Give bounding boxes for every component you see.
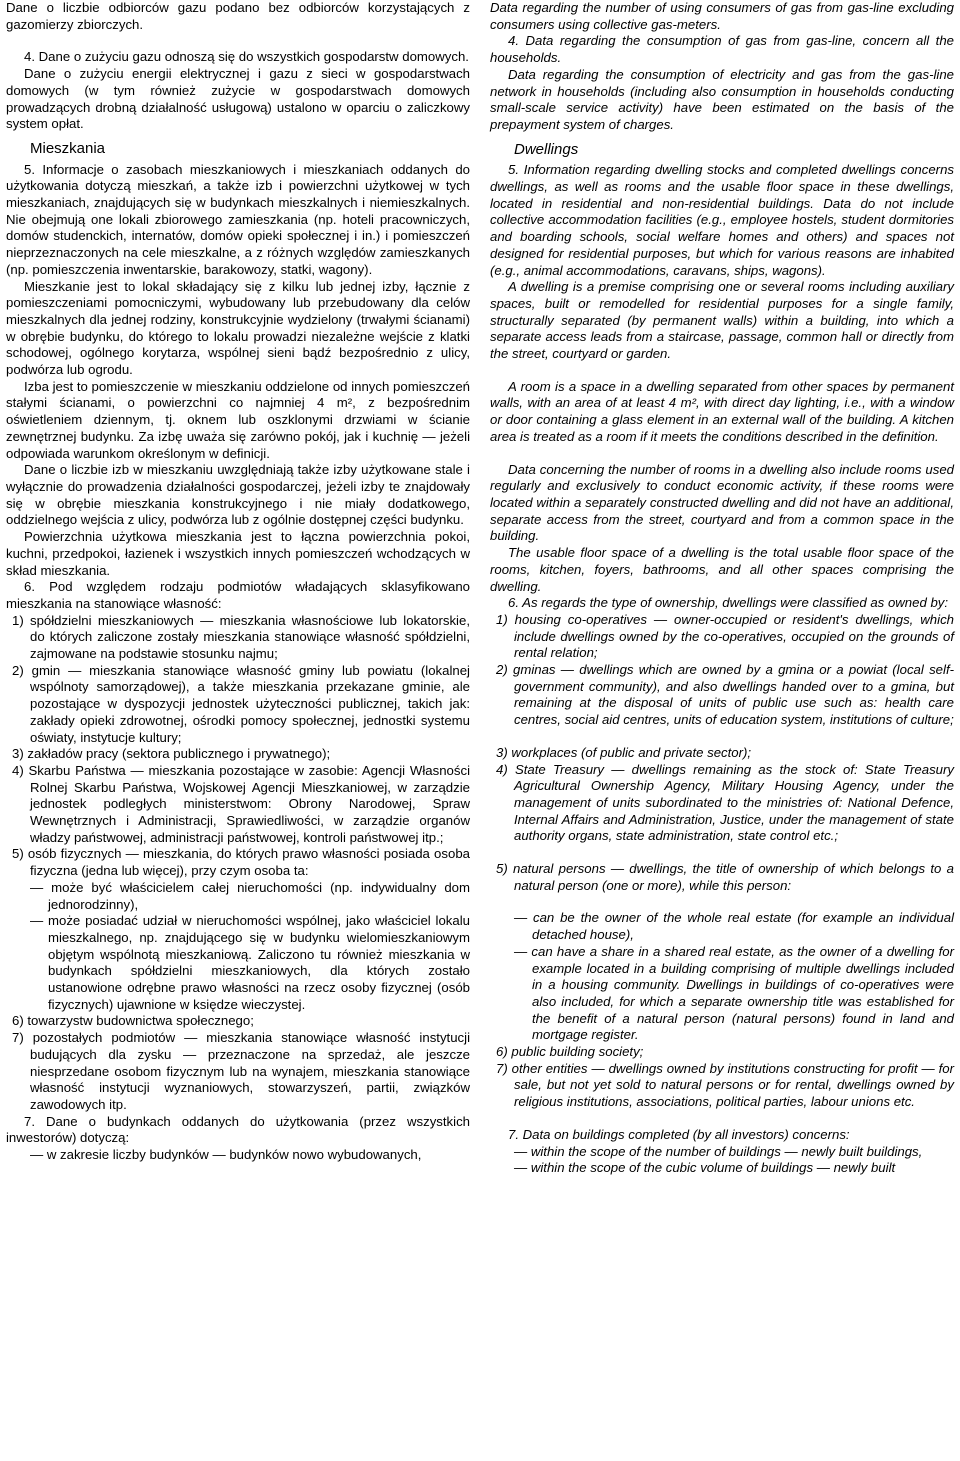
list-item: 3) zakładów pracy (sektora publicznego i prywatnego); [12,746,331,762]
paragraph: 7. Dane o budynkach oddanych do użytkowania (przez wszystkich inwestorów) dotyczą: [6,1113,470,1146]
paragraph: 4. Data regarding the consumption of gas from gas-line, concern all the households. [490,33,954,66]
list-item: 7) pozostałych podmiotów — mieszkania stanowiące własność instytucji budujących dla zysku — przeznaczone na sprzedaż, ale jeszcze niesprzedane osobom fizycznym lub na wynajem, mieszkania stanowiące własność instytucji wyznaniowych, stowarzyszeń, partii, związków zawodowych itp. [12,1030,470,1112]
paragraph: Powierzchnia użytkowa mieszkania jest to łączna powierzchnia pokoi, kuchni, przedpokoi, łazienek i wszystkich innych pomieszczeń wchodzących w skład mieszkania. [6,529,470,578]
section-heading: Mieszkania [30,139,106,157]
list-item: 5) osób fizycznych — mieszkania, do których prawo własności posiada osoba fizyczna (jedna lub więcej), przy czym osoba ta: [12,846,470,879]
paragraph: Mieszkanie jest to lokal składający się z kilku lub jednej izby, łącznie z pomieszczeniami pomocniczymi, wybudowany lub przebudowany dla celów mieszkalnych dla jednej rodziny, konstrukcyjnie wydzielony (trwałymi ścianami) w obrębie budynku, do którego to lokalu prowadzi niezależne wejście z klatki schodowej, ogólnego korytarza, wspólnej sieni bądź bezpośrednio z ulicy, podwórza lub ogrodu. [6,278,470,378]
paragraph: 5. Informacje o zasobach mieszkaniowych i mieszkaniach oddanych do użytkowania dotyczą mieszkań, a także izb i powierzchni użytkowej w tych mieszkaniach, znajdujących się w budynkach mieszkalnych i niemieszkalnych. Nie obejmują one lokali zbiorowego zamieszkania (np. hoteli pracowniczych, domów studenckich, internatów, domów opieki społecznej i in.) i pomieszczeń nieprzeznaczonych na cele mieszkalne, a z różnych względów zamieszkanych (np. pomieszczenia inwentarskie, barakowozy, statki, wagony). [6,161,470,277]
paragraph: A room is a space in a dwelling separated from other spaces by permanent walls, with an area of at least 4 m², with direct day lighting, i.e., with a window or door containing a glass element in an external wall of the building. A kitchen area is treated as a room if it meets the conditions described in the definition. [490,378,954,444]
dash-item: — within the scope of the cubic volume of buildings — newly built [514,1160,896,1176]
list-item: 2) gmin — mieszkania stanowiące własność gminy lub powiatu (lokalnej wspólnoty samorządowej), a także mieszkania przekazane gminie, ale pozostające w dyspozycji jednostek użyteczności publicznej, takich jak: zakłady opieki zdrowotnej, ośrodki pomocy społecznej, jednostki systemu oświaty, instytucje kultury; [12,662,470,745]
paragraph: Data concerning the number of rooms in a dwelling also include rooms used regularly and exclusively to conduct economic activity, if these rooms were located within a separately constructed dwelling and did not have an additional, separate access from the street, courtyard and from a common space in the building. [490,461,954,544]
list-item: 6) towarzystw budownictwa społecznego; [12,1013,254,1029]
list-item: 6) public building society; [496,1044,644,1060]
dash-item: — może być właścicielem całej nieruchomości (np. indywidualny dom jednorodzinny), [30,879,470,912]
paragraph: 6. As regards the type of ownership, dwellings were classified as owned by: [508,595,949,611]
paragraph: Data regarding the consumption of electricity and gas from the gas-line network in households (including also consumption in households conducting small-scale service activity) have been estimated on the basis of the prepayment system of charges. [490,66,954,132]
paragraph: A dwelling is a premise comprising one or several rooms including auxiliary spaces, built or remodelled for residential purposes for a single family, structurally separated (by permanent walls) within a building, into which a separate access leads from a staircase, passage, common hall or directly from the street, courtyard or garden. [490,279,954,362]
dash-item: — może posiadać udział w nieruchomości wspólnej, jako właściciel lokalu mieszkalnego, np. znajdującego się w budynku wielomieszkaniowym objętym wspólnotą mieszkaniową. Zaliczono tu również mieszkania w budynkach spółdzielni mieszkaniowych, dla których zostało ustanowione odrębne prawo własności na rzecz osoby fizycznej (osób fizycznych) ujawnione w księdze wieczystej. [30,913,470,1012]
list-item: 3) workplaces (of public and private sector); [496,744,752,760]
polish-column [6,0,470,1461]
list-item: 4) Skarbu Państwa — mieszkania pozostające w zasobie: Agencji Własności Rolnej Skarbu Państwa, Wojskowej Agencji Mieszkaniowej, w zarządzie jednostek podległych ministerstwom: Obrony Narodowej, Spraw Wewnętrznych i Administracji, Sprawiedliwości, w zarządzie organów władzy państwowej, administracji państwowej, kontroli państwowej itp.; [12,762,470,845]
paragraph: Dane o liczbie odbiorców gazu podano bez odbiorców korzystających z gazomierzy zbiorczych. [6,0,470,32]
dash-item: — can have a share in a shared real estate, as the owner of a dwelling for example located in a building comprising of multiple dwellings included in a housing community. Dwellings in buildings of co-operatives were also included, for which a separate ownership title was established for the benefit of a natural person (natural persons) found in land and mortgage register. [514,943,954,1043]
section-heading: Dwellings [514,140,579,158]
paragraph: 6. Pod względem rodzaju podmiotów władających sklasyfikowano mieszkania na stanowiące własność: [6,579,470,611]
english-column [490,0,954,1461]
list-item: 1) housing co-operatives — owner-occupied or resident's dwellings, which include dwellings owned by the co-operatives, occupied on the grounds of rental relation; [496,611,954,661]
dash-item: — can be the owner of the whole real estate (for example an individual detached house), [514,910,954,943]
list-item: 7) other entities — dwellings owned by institutions constructing for profit — for sale, but not yet sold to natural persons or for rental, dwellings owned by religious institutions, associations, political parties, labour unions etc. [496,1060,954,1110]
paragraph: The usable floor space of a dwelling is the total usable floor space of the rooms, kitchen, foyers, bathrooms, and all other spaces comprising the dwelling. [490,545,954,594]
paragraph: Dane o liczbie izb w mieszkaniu uwzględniają także izby użytkowane stale i wyłącznie do prowadzenia działalności gospodarczej, jeżeli izby te znajdowały się w obrębie mieszkania konstrukcyjnego i nie miały dodatkowego, oddzielnego wejścia z ulicy, podwórza lub z ogólnie dostępnej części budynku. [6,462,470,528]
paragraph: 4. Dane o zużyciu gazu odnoszą się do wszystkich gospodarstw domowych. [24,49,469,65]
list-item: 2) gminas — dwellings which are owned by a gmina or a powiat (local self-government community), and also dwellings handed over to a gmina, but remaining at the disposal of units of public use such as: health care centres, social aid centres, units of education system, institutions of culture; [496,662,954,728]
paragraph: Dane o zużyciu energii elektrycznej i gazu z sieci w gospodarstwach domowych (w tym również zużycie w gospodarstwach domowych prowadzących drobną działalność usługową) ustalono w oparciu o zaliczkowy system opłat. [6,66,470,132]
paragraph: Data regarding the number of using consumers of gas from gas-line excluding consumers using collective gas-meters. [490,0,954,32]
list-item: 4) State Treasury — dwellings remaining as the stock of: State Treasury Agricultural Ownership Agency, Military Housing Agency, under the management of units subordinated to the ministries of: National Defence, Internal Affairs and Administration, Justice, under the management of state authority organs, state administration, state control etc.; [496,761,954,844]
list-item: 1) spółdzielni mieszkaniowych — mieszkania własnościowe lub lokatorskie, do których zaliczone zostały mieszkania stanowiące własność spółdzielni, zajmowane na podstawie stosunku najmu; [12,612,470,662]
paragraph: 5. Information regarding dwelling stocks and completed dwellings concerns dwellings, as well as rooms and the usable floor space in these dwellings, located in residential and non-residential buildings. Data do not include collective accommodation facilities (e.g., employee hostels, student dormitories and boarding schools, social welfare homes and others) and spaces not designed for residential purposes, but which for various reasons are inhabited (e.g., animal accommodations, caravans, ships, wagons). [490,162,954,278]
dash-item: — within the scope of the number of buildings — newly built buildings, [514,1143,923,1159]
list-item: 5) natural persons — dwellings, the title of ownership of which belongs to a natural person (one or more), while this person: [496,861,954,893]
dash-item: — w zakresie liczby budynków — budynków nowo wybudowanych, [30,1147,422,1163]
paragraph: Izba jest to pomieszczenie w mieszkaniu oddzielone od innych pomieszczeń stałymi ścianami, o powierzchni co najmniej 4 m², z bezpośrednim oświetleniem dziennym, tj. oknem lub oszklonymi drzwiami w ścianie zewnętrznej budynku. Za izbę uważa się zarówno pokój, jak i kuchnię — jeżeli odpowiada warunkom określonym w definicji. [6,378,470,461]
paragraph: 7. Data on buildings completed (by all investors) concerns: [508,1126,850,1142]
